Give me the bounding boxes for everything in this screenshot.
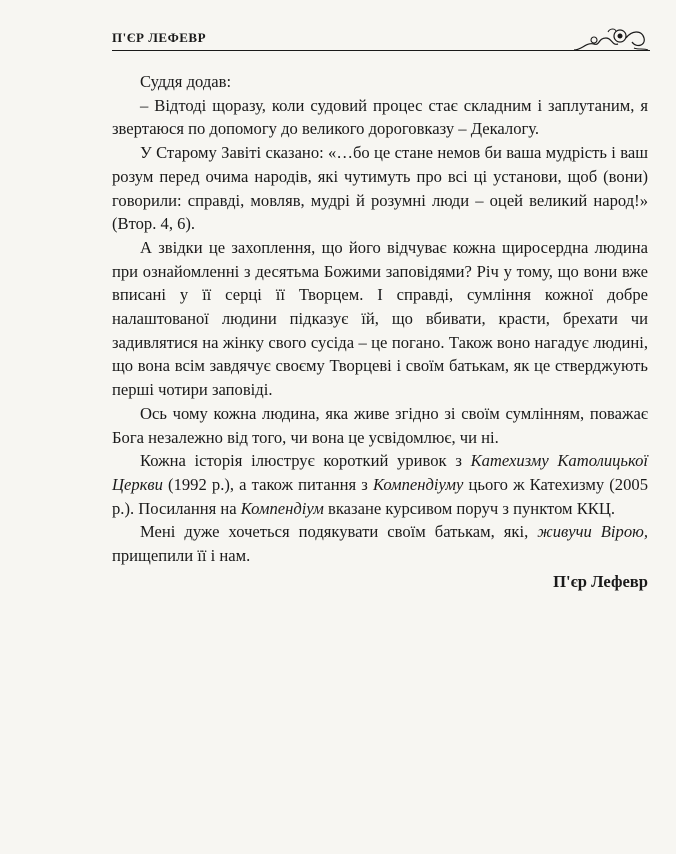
compendium-title: Компендіуму [372, 474, 464, 494]
running-title: П'ЄР ЛЕФЕВР [112, 30, 207, 45]
compendium-title: Компендіум [240, 498, 324, 518]
paragraph-commandments: А звідки це захоплення, що його відчуває кожна щиросердна людина при ознайомленні з десятьма Божими заповідями? Річ у тому, що вони вже вписані у її серці її Творцем. І справді, сумління кожної добре налаштованої людини підказує їй, що вбивати, красти, брехати чи задивлятися на жінку свого сусіда – це погано. Також воно нагадує людині, що вона всім завдячує своєму Творцеві і своїм батькам, як це стверджують перші чотири заповіді. [112, 237, 648, 400]
living-faith-phrase: живучи Вірою, [537, 522, 648, 542]
paragraph-judge-quote: – Відтоді щоразу, коли судовий процес стає складним і заплутаним, я звертаюся по допомогу до великого дороговказу – Декалогу. [112, 95, 648, 139]
header-rule [112, 50, 650, 51]
paragraph-conscience: Ось чому кожна людина, яка живе згідно зі своїм сумлінням, поважає Бога незалежно від того, чи вона це усвідомлює, чи ні. [112, 403, 648, 447]
page-body [112, 70, 648, 593]
author-signature: П'єр Лефевр [553, 571, 648, 591]
paragraph-old-testament: У Старому Завіті сказано: «…бо це стане немов би ваша мудрість і ваш розум перед очима народів, які чутимуть про всі ці установи, щоб (вони) говорили: справді, мовляв, мудрі й розумні люди – оцей великий народ!» (Втор. 4, 6). [112, 143, 648, 234]
running-header [112, 26, 650, 52]
floral-ornament-icon [572, 26, 650, 52]
catechism-title: Катехизму Католицької Церкви [112, 451, 649, 494]
paragraph-thanks: Мені дуже хочеться подякувати своїм батькам, які, живучи Вірою, прищепили її і нам. [112, 522, 648, 566]
paragraph-judge-added: Суддя додав: [140, 72, 232, 91]
paragraph-catechism: Кожна історія ілюструє короткий уривок з Катехизму Католицької Церкви (1992 р.), а також питання з Компендіуму цього ж Катехизму (2005 р.). Посилання на Компендіум вказане курсивом поруч з пунктом ККЦ. [112, 451, 649, 518]
